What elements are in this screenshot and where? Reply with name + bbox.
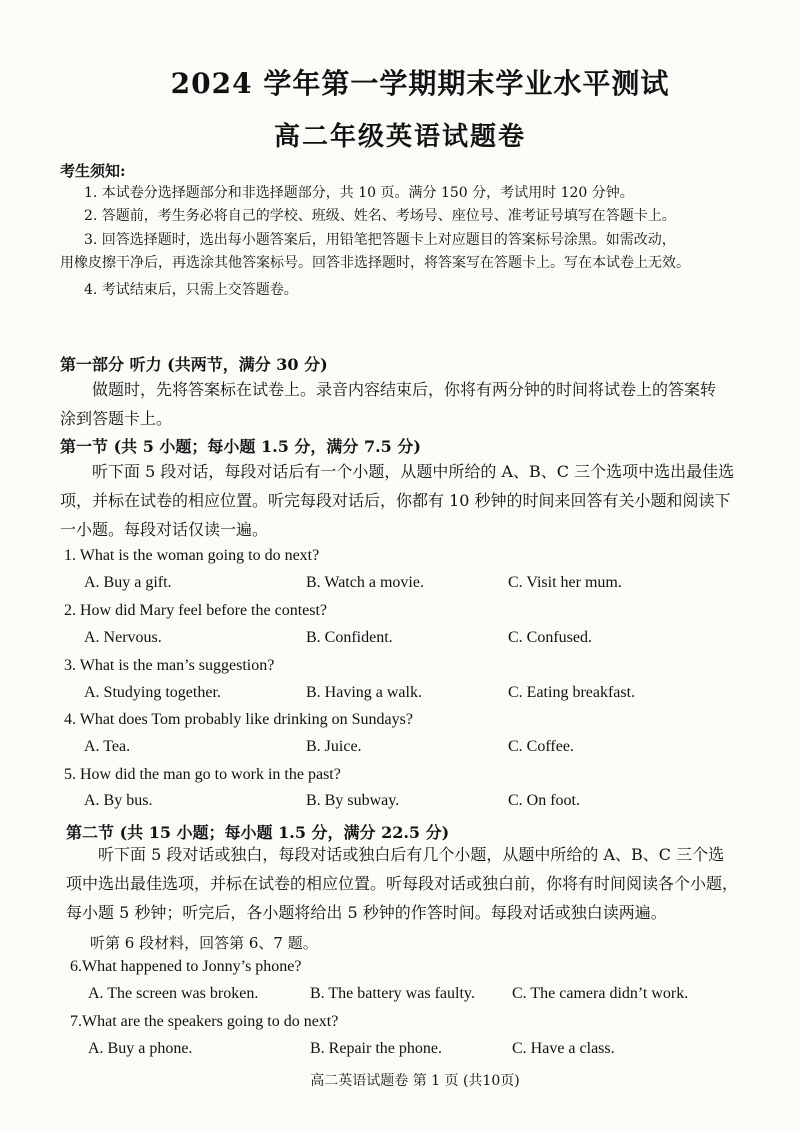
exam-title: 2024 学年第一学期期末学业水平测试 bbox=[170, 67, 670, 100]
option-c: C. On foot. bbox=[508, 792, 580, 809]
notice-heading: 考生须知: bbox=[60, 162, 126, 180]
option-a: A. Tea. bbox=[84, 738, 131, 755]
option-b: B. Watch a movie. bbox=[306, 574, 424, 591]
question-5: 5. How did the man go to work in the past? bbox=[64, 766, 341, 783]
option-b: B. Juice. bbox=[306, 738, 362, 755]
option-a: A. Buy a phone. bbox=[88, 1040, 193, 1057]
option-a: A. By bus. bbox=[84, 792, 153, 809]
option-a: A. Studying together. bbox=[84, 684, 221, 701]
option-a: A. Buy a gift. bbox=[84, 574, 172, 591]
notice-item: 2. 答题前，考生务必将自己的学校、班级、姓名、考场号、座位号、准考证号填写在答题卡上。 bbox=[84, 208, 676, 224]
option-b: B. By subway. bbox=[306, 792, 400, 809]
question-7: 7.What are the speakers going to do next? bbox=[70, 1013, 339, 1030]
notice-item: 用橡皮擦干净后，再选涂其他答案标号。回答非选择题时，将答案写在答题卡上。写在本试卷上无效。 bbox=[60, 255, 690, 271]
options-5 bbox=[84, 792, 784, 816]
options-1 bbox=[84, 574, 784, 598]
part1-heading: 第一部分 听力 (共两节，满分 30 分) bbox=[60, 355, 328, 374]
option-a: A. The screen was broken. bbox=[88, 985, 259, 1002]
option-c: C. Have a class. bbox=[512, 1040, 615, 1057]
section1-instruction: 听下面 5 段对话，每段对话后有一个小题，从题中所给的 A、B、C 三个选项中选出最佳选 项，并标在试卷的相应位置。听完每段对话后，你都有 10 秒钟的时间来回答有关小题和阅读下 一小题。每段对话仅读一遍。 bbox=[60, 462, 735, 539]
section2-instruction: 听下面 5 段对话或独白，每段对话或独白后有几个小题，从题中所给的 A、B、C 三个选 项中选出最佳选项，并标在试卷的相应位置。听每段对话或独白前，你将有时间阅读各个小题， 每小题 5 秒钟；听完后，各小题将给出 5 秒钟的作答时间。每段对话或独白读两遍。 bbox=[66, 845, 739, 922]
material-note: 听第 6 段材料，回答第 6、7 题。 bbox=[90, 934, 318, 952]
section2-heading: 第二节 (共 15 小题；每小题 1.5 分，满分 22.5 分) bbox=[66, 823, 450, 842]
option-b: B. Repair the phone. bbox=[310, 1040, 442, 1057]
option-b: B. Confident. bbox=[306, 629, 393, 646]
question-2: 2. How did Mary feel before the contest? bbox=[64, 602, 328, 619]
notice-item: 4. 考试结束后，只需上交答题卷。 bbox=[84, 282, 298, 298]
options-7 bbox=[88, 1040, 788, 1064]
options-4 bbox=[84, 738, 784, 762]
options-3 bbox=[84, 684, 784, 708]
option-a: A. Nervous. bbox=[84, 629, 162, 646]
options-2 bbox=[84, 629, 784, 653]
page-footer: 高二英语试题卷 第 1 页 (共10页) bbox=[310, 1073, 520, 1089]
option-b: B. Having a walk. bbox=[306, 684, 422, 701]
notice-item: 3. 回答选择题时，选出每小题答案后，用铅笔把答题卡上对应题目的答案标号涂黑。如需改动， bbox=[84, 232, 676, 248]
question-1: 1. What is the woman going to do next? bbox=[64, 547, 320, 564]
option-c: C. The camera didn’t work. bbox=[512, 985, 689, 1002]
question-3: 3. What is the man’s suggestion? bbox=[64, 657, 275, 674]
section1-heading: 第一节 (共 5 小题；每小题 1.5 分，满分 7.5 分) bbox=[60, 437, 421, 456]
exam-subtitle: 高二年级英语试题卷 bbox=[273, 122, 526, 152]
option-b: B. The battery was faulty. bbox=[310, 985, 475, 1002]
option-c: C. Confused. bbox=[508, 629, 592, 646]
part1-instruction: 做题时，先将答案标在试卷上。录音内容结束后，你将有两分钟的时间将试卷上的答案转 涂到答题卡上。 bbox=[60, 380, 717, 428]
option-c: C. Coffee. bbox=[508, 738, 574, 755]
question-6: 6.What happened to Jonny’s phone? bbox=[70, 958, 302, 975]
option-c: C. Visit her mum. bbox=[508, 574, 622, 591]
options-6 bbox=[88, 985, 788, 1009]
notice-item: 1. 本试卷分选择题部分和非选择题部分，共 10 页。满分 150 分，考试用时 120 分钟。 bbox=[84, 185, 634, 201]
option-c: C. Eating breakfast. bbox=[508, 684, 636, 701]
question-4: 4. What does Tom probably like drinking on Sundays? bbox=[64, 711, 413, 728]
